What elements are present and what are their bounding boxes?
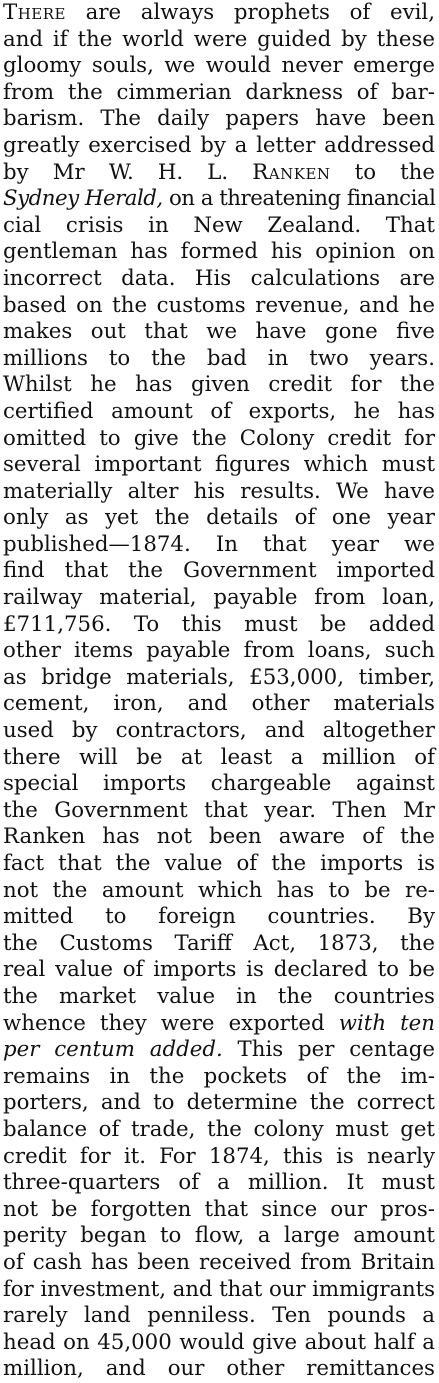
text-run: find that the Government imported xyxy=(3,558,435,584)
text-line xyxy=(3,346,435,373)
text-run: cement, iron, and other materials xyxy=(3,691,435,717)
text-run: remains in the pockets of the im- xyxy=(3,1063,435,1089)
text-line xyxy=(3,27,435,54)
text-run: porters, and to determine the correct xyxy=(3,1090,435,1116)
text-line xyxy=(3,1170,435,1197)
text-line xyxy=(3,851,435,878)
text-line xyxy=(3,984,435,1011)
text-run: rarely land penniless. Ten pounds a xyxy=(3,1303,435,1329)
text-run: perity began to flow, a large amount xyxy=(3,1223,435,1249)
text-line xyxy=(3,1117,435,1144)
text-line xyxy=(3,213,435,240)
text-line xyxy=(3,824,435,851)
text-line xyxy=(3,479,435,506)
text-line xyxy=(3,1011,435,1038)
text-line xyxy=(3,186,435,213)
text-line xyxy=(3,1144,435,1171)
text-line xyxy=(3,1277,435,1304)
text-line xyxy=(3,638,435,665)
text-run: not the amount which has to be re- xyxy=(3,877,435,903)
text-line xyxy=(3,1037,435,1064)
text-run: gloomy souls, we would never emerge xyxy=(3,53,435,79)
text-run: published—1874. In that year we xyxy=(3,531,435,557)
text-run: there will be at least a million of xyxy=(3,744,435,770)
text-line xyxy=(3,691,435,718)
text-run: special imports chargeable against xyxy=(3,771,435,797)
text-line xyxy=(3,904,435,931)
text-line xyxy=(3,293,435,320)
text-run: Ranken has not been aware of the xyxy=(3,824,435,850)
text-run: used by contractors, and altogether xyxy=(3,718,435,744)
text-line xyxy=(3,1197,435,1224)
text-line xyxy=(3,505,435,532)
text-line xyxy=(3,452,435,479)
text-line xyxy=(3,399,435,426)
text-line xyxy=(3,1330,435,1357)
text-run: barism. The daily papers have been xyxy=(3,106,435,132)
text-line xyxy=(3,931,435,958)
text-run: fact that the value of the imports is xyxy=(3,851,435,876)
text-line xyxy=(3,319,435,346)
text-run: three-quarters of a million. It must xyxy=(3,1170,435,1196)
text-run: materially alter his results. We have xyxy=(3,478,435,504)
text-line xyxy=(3,239,435,266)
text-line xyxy=(3,878,435,905)
text-run: incorrect data. His calculations are xyxy=(3,265,435,291)
text-line xyxy=(3,612,435,639)
text-line xyxy=(3,1064,435,1091)
text-line xyxy=(3,532,435,559)
text-run: Whilst he has given credit for the xyxy=(3,372,435,398)
text-run: real value of imports is declared to be xyxy=(3,957,435,983)
text-run: and if the world were guided by these xyxy=(3,26,435,52)
text-run: There xyxy=(3,0,66,25)
text-run: for investment, and that our immigrants xyxy=(3,1276,436,1302)
text-run: cial crisis in New Zealand. That xyxy=(3,212,435,238)
text-run: only as yet the details of one year xyxy=(3,505,435,531)
text-run: other items payable from loans, such xyxy=(3,638,435,664)
text-line xyxy=(3,160,435,187)
text-run: million, and our other remittances xyxy=(3,1356,435,1382)
text-line xyxy=(3,665,435,692)
text-line xyxy=(3,80,435,107)
text-run: on a threatening financial xyxy=(162,186,436,212)
text-run: the Government that year. Then Mr xyxy=(3,797,435,823)
text-line xyxy=(3,1250,435,1277)
text-run: omitted to give the Colony credit for xyxy=(3,425,435,451)
text-run: of cash has been received from Britain xyxy=(3,1249,435,1275)
text-line xyxy=(3,266,435,293)
text-run: Ranken xyxy=(252,159,331,185)
text-run: are always prophets of evil, xyxy=(65,0,435,25)
text-line xyxy=(3,133,435,160)
text-line xyxy=(3,771,435,798)
text-line xyxy=(3,798,435,825)
text-run: per centum added. xyxy=(3,1037,223,1063)
text-run: gentleman has formed his opinion on xyxy=(3,239,435,265)
text-run: balance of trade, the colony must get xyxy=(3,1116,435,1142)
text-run: railway material, payable from loan, xyxy=(3,585,435,611)
text-line xyxy=(3,106,435,133)
text-line xyxy=(3,0,435,27)
text-run: makes out that we have gone five xyxy=(3,319,435,345)
text-line xyxy=(3,558,435,585)
text-run: £711,756. To this must be added xyxy=(3,611,435,637)
text-line xyxy=(3,1356,435,1383)
text-run: head on 45,000 would give about half a xyxy=(3,1329,435,1355)
text-line xyxy=(3,372,435,399)
text-run: the Customs Tariff Act, 1873, the xyxy=(3,930,435,956)
text-run: whence they were exported xyxy=(3,1010,339,1036)
text-line xyxy=(3,718,435,745)
text-run: mitted to foreign countries. By xyxy=(3,904,435,930)
text-run: not be forgotten that since our pros- xyxy=(3,1196,435,1222)
text-line xyxy=(3,745,435,772)
text-run: credit for it. For 1874, this is nearly xyxy=(3,1143,435,1169)
text-run: This per centage xyxy=(222,1037,435,1063)
text-line xyxy=(3,426,435,453)
text-run: the market value in the countries xyxy=(3,983,435,1009)
text-run: greatly exercised by a letter addressed xyxy=(3,132,435,158)
text-run: certified amount of exports, he has xyxy=(3,398,435,424)
text-run: from the cimmerian darkness of bar- xyxy=(3,79,435,105)
text-line xyxy=(3,585,435,612)
text-line xyxy=(3,1223,435,1250)
text-run: with ten xyxy=(338,1010,435,1036)
text-line xyxy=(3,53,435,80)
text-run: several important figures which must xyxy=(3,452,435,478)
text-run: to the xyxy=(330,159,435,185)
text-run: based on the customs revenue, and he xyxy=(3,292,435,318)
text-run: as bridge materials, £53,000, timber, xyxy=(3,664,435,690)
text-run: by Mr W. H. L. xyxy=(3,159,253,185)
text-run: Sydney Herald, xyxy=(3,186,163,212)
text-line xyxy=(3,1303,435,1330)
text-line xyxy=(3,1090,435,1117)
text-run: millions to the bad in two years. xyxy=(3,345,435,371)
text-line xyxy=(3,957,435,984)
